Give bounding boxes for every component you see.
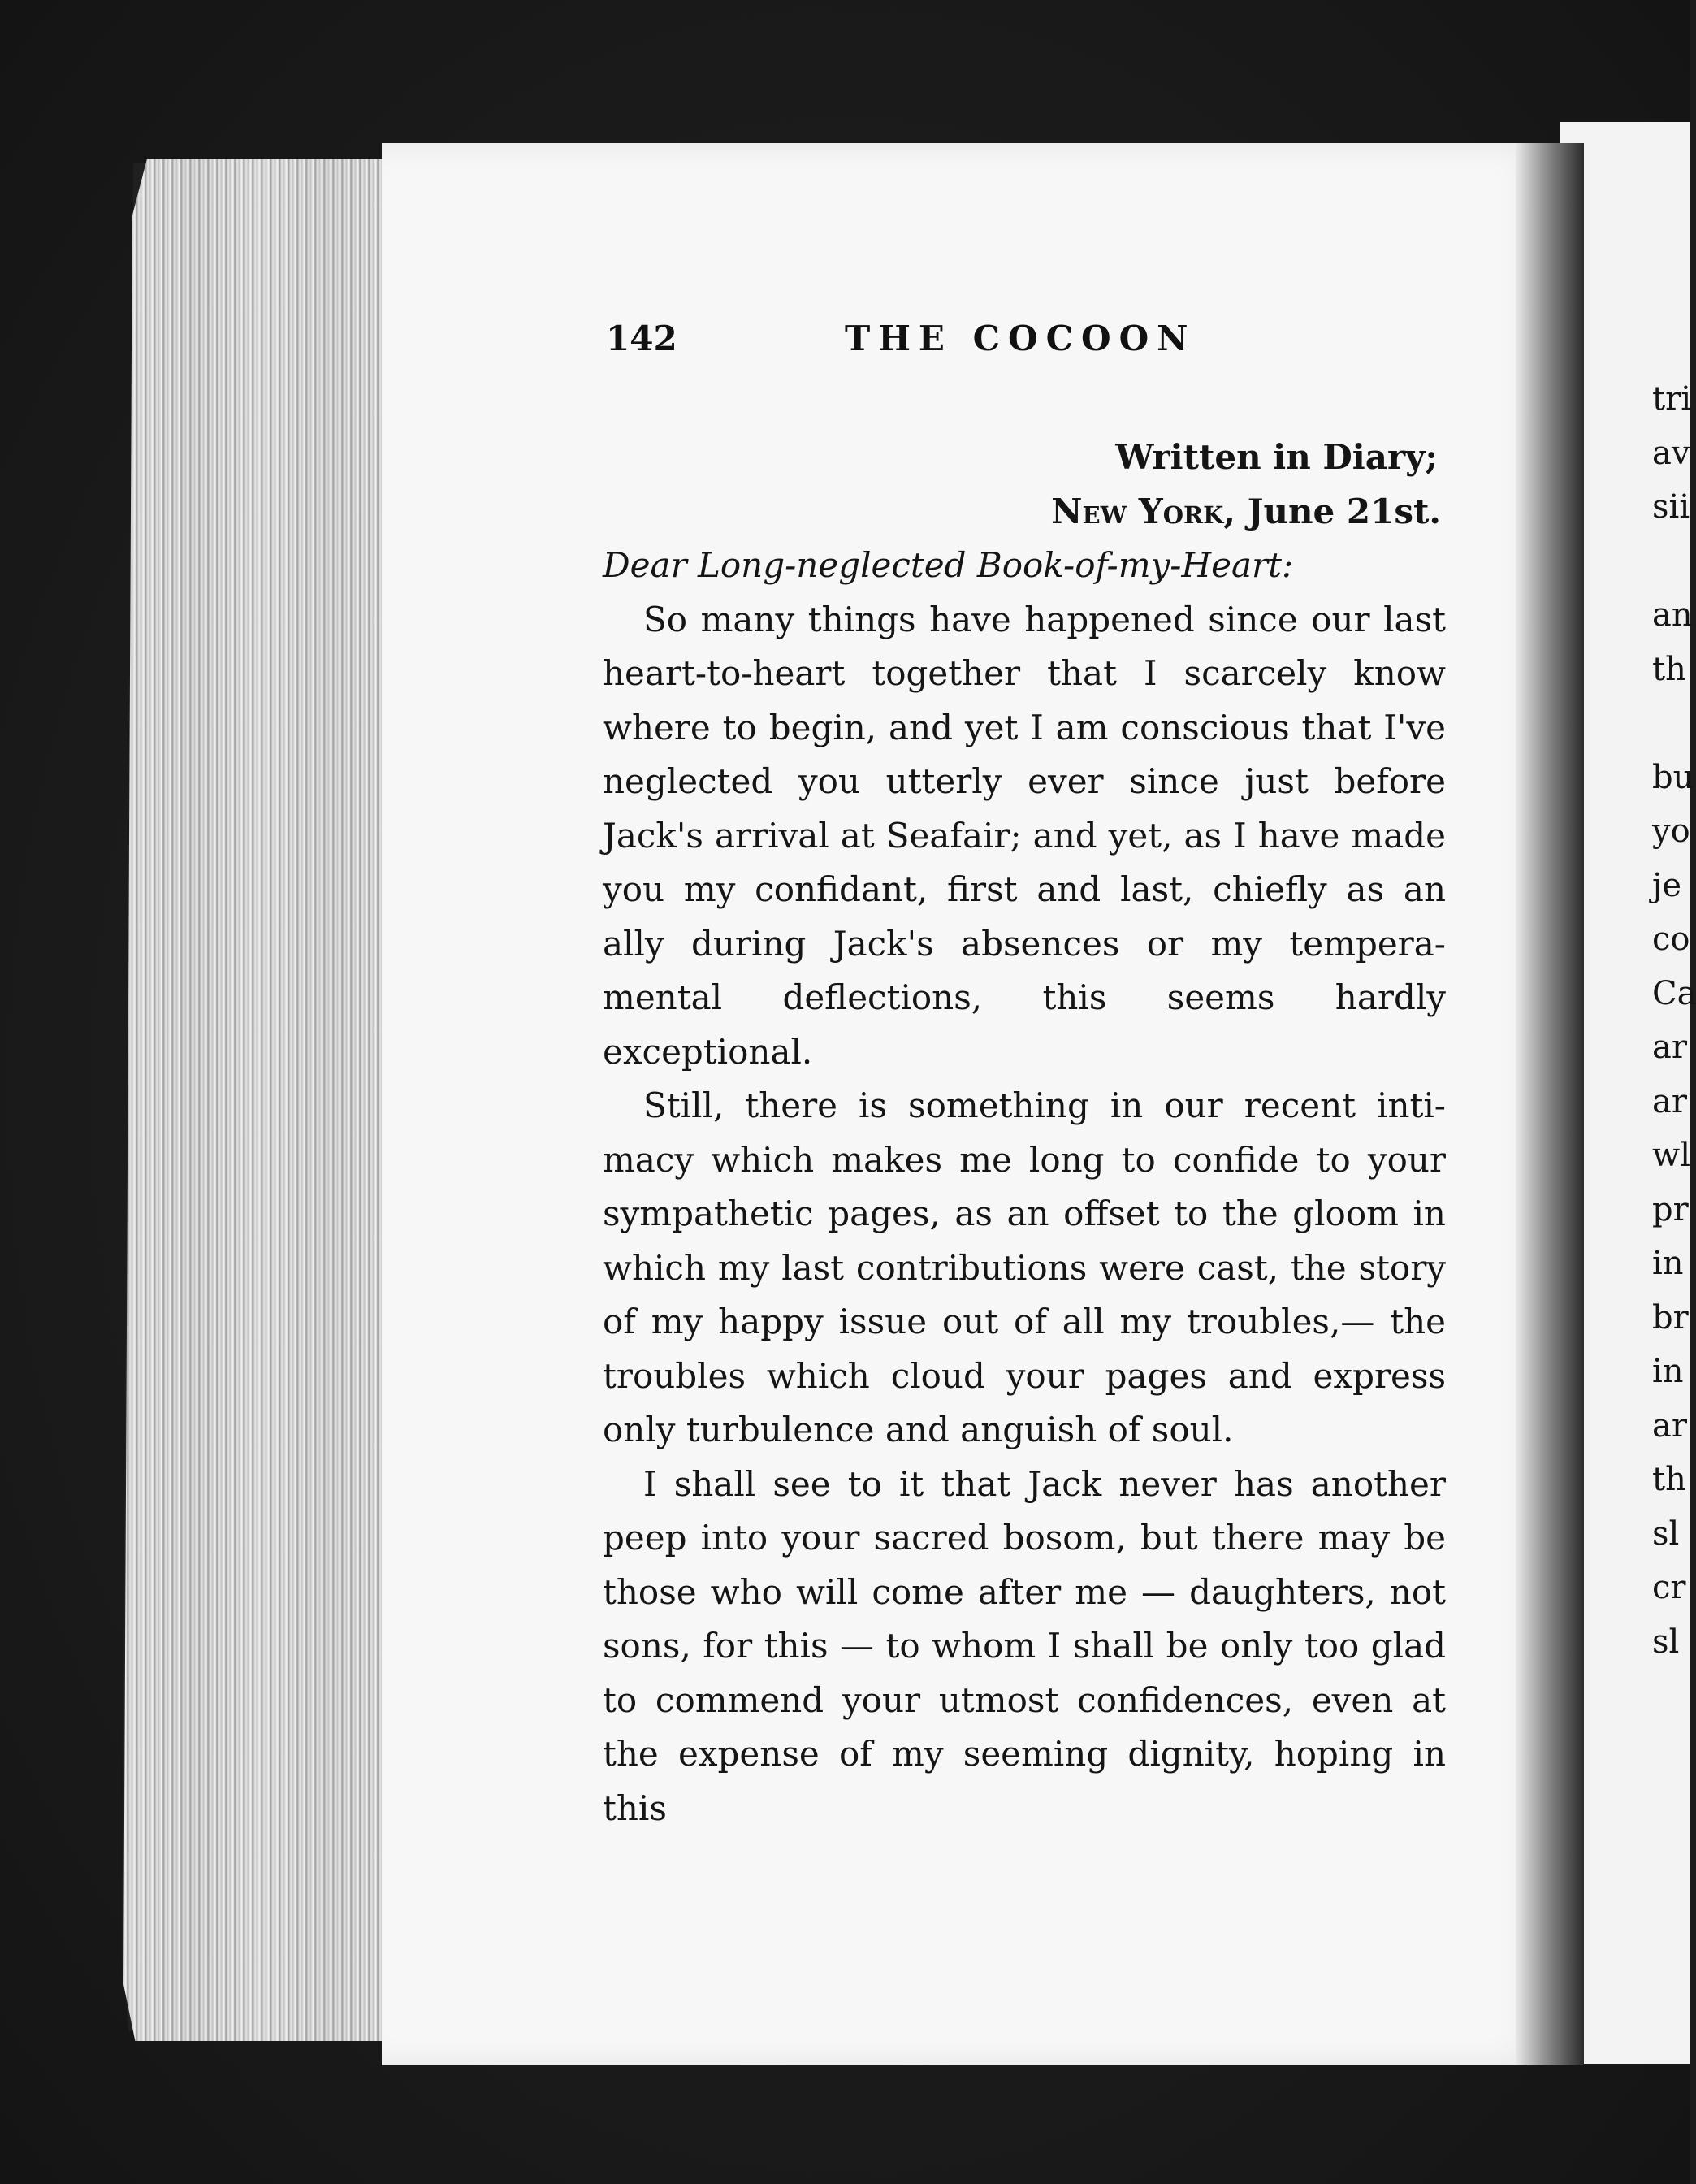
running-head	[0, 318, 1690, 367]
facing-page-fragment: an	[1652, 596, 1693, 634]
dateline	[603, 431, 1441, 539]
page-text	[603, 431, 1446, 1835]
facing-page-fragment: br	[1652, 1298, 1689, 1337]
facing-page-fragment: yo	[1652, 812, 1690, 850]
facing-page-fragment: wl	[1652, 1137, 1691, 1174]
paragraph-2: Still, there is something in our recent inti-macy which makes me long to confide to your sympathetic pages, as an offset to the gloom in which my last contributions were cast, the story of my happy issue out of all my troubles,— the troubles which cloud your pages and express only turbulence and anguish of soul.	[603, 1086, 1446, 1450]
facing-page-fragment: cr	[1652, 1569, 1686, 1606]
facing-page-fragment: in	[1652, 1245, 1684, 1282]
facing-page-fragment: ar	[1652, 1406, 1687, 1445]
paragraph-1: So many things have happened since our last heart-to-heart together that I scarcely know where to begin, and yet I am conscious that I've neglected you utterly ever since just before Jack's arrival at Seafair; and yet, as I have made you my confidant, first and last, chiefly as an ally during Jack's absences or my tempera-mental deflections, this seems hardly exceptional.	[603, 599, 1446, 1072]
facing-page-fragment: tri	[1652, 380, 1691, 418]
facing-page-text	[1652, 372, 1696, 1669]
facing-page-fragment: sii	[1652, 488, 1690, 526]
facing-page-fragment	[1652, 696, 1690, 751]
facing-page-fragment: Ca	[1652, 974, 1696, 1012]
dateline-date: , June 21st.	[1223, 491, 1441, 531]
book-gutter	[1516, 143, 1584, 2065]
book-title: THE COCOON	[845, 318, 1196, 358]
facing-page-fragment: sl	[1652, 1623, 1680, 1661]
dateline-line-2	[603, 485, 1441, 540]
facing-page-fragment: th	[1652, 1461, 1686, 1498]
facing-page-fragment: sl	[1652, 1514, 1680, 1553]
dateline-line-1: Written in Diary;	[1115, 437, 1438, 477]
facing-page-fragment	[1652, 535, 1690, 589]
dateline-place: New York	[1051, 491, 1224, 531]
facing-page-fragment: pr	[1652, 1190, 1689, 1228]
salutation: Dear Long-neglected Book-of-my-Heart:	[603, 545, 1294, 585]
facing-page-fragment: in	[1652, 1353, 1684, 1390]
page-number: 142	[606, 318, 677, 358]
facing-page-fragment: bu	[1652, 758, 1694, 796]
facing-page-fragment: av	[1652, 434, 1690, 472]
facing-page-fragment: je	[1652, 866, 1682, 904]
page-stack-edges	[123, 159, 416, 2041]
paragraph-3: I shall see to it that Jack never has another peep into your sacred bosom, but there may be those who will come after me — daughters, not sons, for this — to whom I shall be only too glad to commend your utmost confidences, even at the expense of my seeming dignity, hoping in this	[603, 1463, 1446, 1828]
facing-page-fragment: th	[1652, 650, 1686, 688]
facing-page-fragment: ar	[1652, 1029, 1687, 1066]
facing-page-fragment: ar	[1652, 1082, 1687, 1120]
facing-page-fragment: co	[1652, 921, 1690, 958]
